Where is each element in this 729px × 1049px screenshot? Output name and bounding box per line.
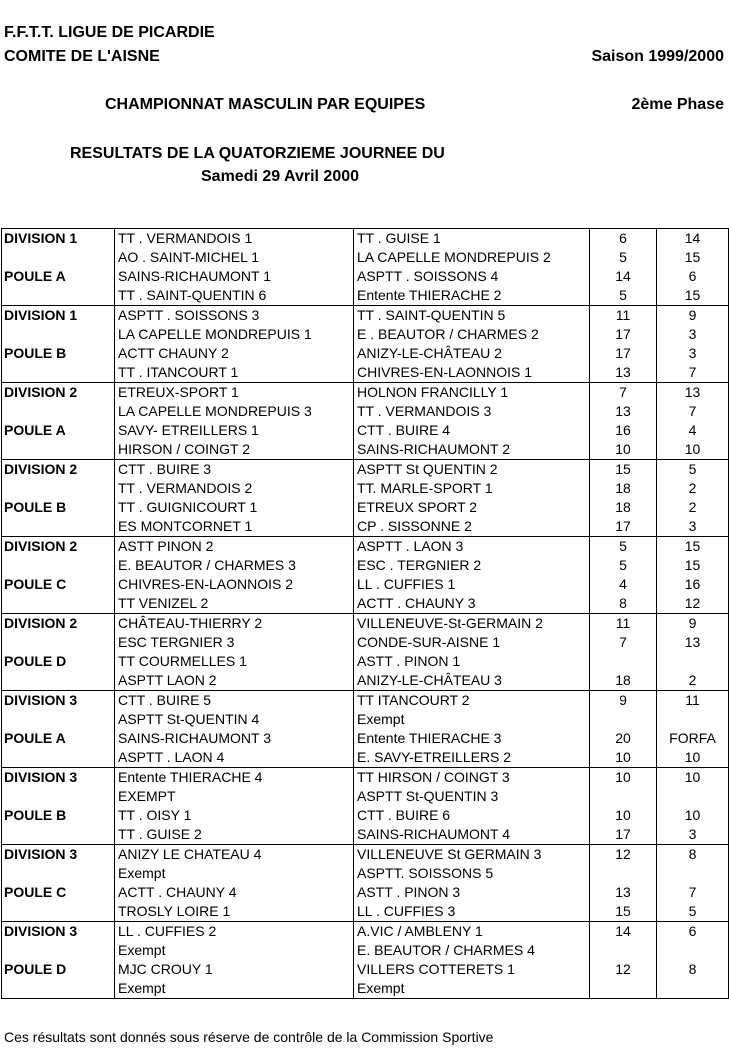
home-team: Entente THIERACHE 4: [115, 768, 354, 788]
home-score: 14: [590, 922, 657, 942]
home-team: CTT . BUIRE 5: [115, 691, 354, 711]
table-row: [2, 306, 729, 326]
away-score: 3: [657, 325, 729, 344]
away-score: 15: [657, 537, 729, 557]
results-date: Samedi 29 Avril 2000: [201, 168, 360, 185]
home-score: 13: [590, 363, 657, 383]
away-team: SAINS-RICHAUMONT 4: [354, 825, 590, 845]
table-row: [2, 460, 729, 480]
home-score: 5: [590, 556, 657, 575]
table-row: [2, 229, 729, 249]
home-team: LL . CUFFIES 2: [115, 922, 354, 942]
home-score: 17: [590, 517, 657, 537]
poule-label: POULE B: [2, 806, 115, 825]
home-team: TT . GUIGNICOURT 1: [115, 498, 354, 517]
group-label-cell: [2, 825, 115, 845]
table-row: [2, 421, 729, 440]
away-score: 8: [657, 960, 729, 979]
away-score: 9: [657, 614, 729, 634]
away-team: ASTT . PINON 3: [354, 883, 590, 902]
away-score: 2: [657, 479, 729, 498]
home-team: HIRSON / COINGT 2: [115, 440, 354, 460]
results-title: RESULTATS DE LA QUATORZIEME JOURNEE DU: [70, 145, 445, 162]
away-team: SAINS-RICHAUMONT 2: [354, 440, 590, 460]
table-row: [2, 825, 729, 845]
away-score: 16: [657, 575, 729, 594]
table-row: [2, 383, 729, 403]
home-team: CHIVRES-EN-LAONNOIS 2: [115, 575, 354, 594]
group-label-cell: [2, 864, 115, 883]
group-label-cell: [2, 671, 115, 691]
home-score: 7: [590, 633, 657, 652]
away-team: CP . SISSONNE 2: [354, 517, 590, 537]
poule-label: POULE B: [2, 498, 115, 517]
table-row: [2, 248, 729, 267]
table-row: [2, 768, 729, 788]
away-score: 2: [657, 498, 729, 517]
home-score: 18: [590, 671, 657, 691]
home-score: 6: [590, 229, 657, 249]
poule-label: POULE A: [2, 267, 115, 286]
away-score: 7: [657, 402, 729, 421]
away-score: 5: [657, 902, 729, 922]
table-row: [2, 479, 729, 498]
home-team: SAVY- ETREILLERS 1: [115, 421, 354, 440]
table-row: [2, 902, 729, 922]
away-team: Exempt: [354, 979, 590, 999]
season-label: Saison 1999/2000: [591, 48, 724, 65]
home-score: 5: [590, 248, 657, 267]
away-team: ACTT . CHAUNY 3: [354, 594, 590, 614]
table-row: [2, 537, 729, 557]
away-team: ASPTT . LAON 3: [354, 537, 590, 557]
committee-name: COMITE DE L'AISNE: [4, 48, 160, 65]
away-score: 2: [657, 671, 729, 691]
home-score: [590, 979, 657, 999]
table-row: [2, 883, 729, 902]
home-score: 10: [590, 768, 657, 788]
home-team: TROSLY LOIRE 1: [115, 902, 354, 922]
poule-label: POULE B: [2, 344, 115, 363]
away-score: 8: [657, 845, 729, 865]
away-team: Exempt: [354, 710, 590, 729]
home-team: EXEMPT: [115, 787, 354, 806]
home-score: 20: [590, 729, 657, 748]
poule-label: POULE A: [2, 421, 115, 440]
table-row: [2, 922, 729, 942]
away-score: 13: [657, 383, 729, 403]
division-label: DIVISION 2: [2, 460, 115, 480]
table-row: [2, 787, 729, 806]
home-score: 10: [590, 440, 657, 460]
home-score: 12: [590, 845, 657, 865]
home-team: ASPTT . LAON 4: [115, 748, 354, 768]
division-label: DIVISION 3: [2, 768, 115, 788]
home-score: 13: [590, 402, 657, 421]
home-team: MJC CROUY 1: [115, 960, 354, 979]
table-row: [2, 671, 729, 691]
group-label-cell: [2, 979, 115, 999]
away-team: E. BEAUTOR / CHARMES 4: [354, 941, 590, 960]
division-label: DIVISION 1: [2, 229, 115, 249]
away-score: [657, 787, 729, 806]
away-team: LA CAPELLE MONDREPUIS 2: [354, 248, 590, 267]
home-team: ES MONTCORNET 1: [115, 517, 354, 537]
away-score: 4: [657, 421, 729, 440]
home-score: 13: [590, 883, 657, 902]
championship-title: CHAMPIONNAT MASCULIN PAR EQUIPES: [105, 96, 426, 113]
away-score: 7: [657, 883, 729, 902]
away-team: VILLERS COTTERETS 1: [354, 960, 590, 979]
table-row: [2, 710, 729, 729]
home-score: 10: [590, 748, 657, 768]
table-row: [2, 325, 729, 344]
home-team: ETREUX-SPORT 1: [115, 383, 354, 403]
away-score: 3: [657, 517, 729, 537]
table-row: [2, 960, 729, 979]
home-team: ESC TERGNIER 3: [115, 633, 354, 652]
away-team: ASPTT St-QUENTIN 3: [354, 787, 590, 806]
home-team: ASPTT . SOISSONS 3: [115, 306, 354, 326]
poule-label: POULE D: [2, 960, 115, 979]
home-score: 15: [590, 460, 657, 480]
away-team: ASPTT. SOISSONS 5: [354, 864, 590, 883]
group-label-cell: [2, 633, 115, 652]
away-score: 12: [657, 594, 729, 614]
away-team: CTT . BUIRE 4: [354, 421, 590, 440]
table-row: [2, 845, 729, 865]
home-score: 12: [590, 960, 657, 979]
away-team: E. SAVY-ETREILLERS 2: [354, 748, 590, 768]
home-team: TT . OISY 1: [115, 806, 354, 825]
table-row: [2, 440, 729, 460]
table-row: [2, 594, 729, 614]
group-label-cell: [2, 902, 115, 922]
away-score: 3: [657, 344, 729, 363]
home-score: 5: [590, 537, 657, 557]
table-row: [2, 864, 729, 883]
table-row: [2, 344, 729, 363]
table-row: [2, 498, 729, 517]
group-label-cell: [2, 286, 115, 306]
results-table: [1, 228, 729, 999]
home-team: SAINS-RICHAUMONT 3: [115, 729, 354, 748]
away-score: 15: [657, 556, 729, 575]
table-row: [2, 729, 729, 748]
home-score: [590, 710, 657, 729]
table-row: [2, 575, 729, 594]
home-team: CHÂTEAU-THIERRY 2: [115, 614, 354, 634]
away-team: TT ITANCOURT 2: [354, 691, 590, 711]
home-team: TT . GUISE 2: [115, 825, 354, 845]
away-team: CTT . BUIRE 6: [354, 806, 590, 825]
home-team: CTT . BUIRE 3: [115, 460, 354, 480]
away-team: TT HIRSON / COINGT 3: [354, 768, 590, 788]
away-score: 11: [657, 691, 729, 711]
away-score: 10: [657, 748, 729, 768]
away-score: 13: [657, 633, 729, 652]
table-row: [2, 556, 729, 575]
away-team: LL . CUFFIES 3: [354, 902, 590, 922]
table-row: [2, 517, 729, 537]
table-row: [2, 286, 729, 306]
group-label-cell: [2, 710, 115, 729]
away-score: 15: [657, 286, 729, 306]
home-score: 14: [590, 267, 657, 286]
home-score: [590, 864, 657, 883]
away-team: TT . GUISE 1: [354, 229, 590, 249]
away-score: 10: [657, 806, 729, 825]
home-score: 15: [590, 902, 657, 922]
home-team: ASPTT LAON 2: [115, 671, 354, 691]
home-score: 18: [590, 498, 657, 517]
away-score: 9: [657, 306, 729, 326]
away-team: VILLENEUVE-St-GERMAIN 2: [354, 614, 590, 634]
home-team: TT COURMELLES 1: [115, 652, 354, 671]
group-label-cell: [2, 517, 115, 537]
away-score: 3: [657, 825, 729, 845]
away-team: E . BEAUTOR / CHARMES 2: [354, 325, 590, 344]
away-team: HOLNON FRANCILLY 1: [354, 383, 590, 403]
home-team: Exempt: [115, 941, 354, 960]
group-label-cell: [2, 941, 115, 960]
home-team: LA CAPELLE MONDREPUIS 1: [115, 325, 354, 344]
results-body: [2, 229, 729, 999]
home-team: TT . ITANCOURT 1: [115, 363, 354, 383]
away-score: 7: [657, 363, 729, 383]
home-team: TT . VERMANDOIS 2: [115, 479, 354, 498]
group-label-cell: [2, 787, 115, 806]
division-label: DIVISION 2: [2, 383, 115, 403]
away-score: [657, 979, 729, 999]
away-team: Entente THIERACHE 2: [354, 286, 590, 306]
home-score: 10: [590, 806, 657, 825]
away-score: FORFA: [657, 729, 729, 748]
table-row: [2, 402, 729, 421]
away-team: VILLENEUVE St GERMAIN 3: [354, 845, 590, 865]
group-label-cell: [2, 440, 115, 460]
group-label-cell: [2, 748, 115, 768]
away-score: [657, 652, 729, 671]
home-score: 11: [590, 614, 657, 634]
away-score: [657, 710, 729, 729]
league-name: F.F.T.T. LIGUE DE PICARDIE: [4, 24, 215, 41]
poule-label: POULE D: [2, 652, 115, 671]
away-team: CONDE-SUR-AISNE 1: [354, 633, 590, 652]
away-team: ANIZY-LE-CHÂTEAU 2: [354, 344, 590, 363]
group-label-cell: [2, 556, 115, 575]
away-team: ESC . TERGNIER 2: [354, 556, 590, 575]
home-team: ACTT . CHAUNY 4: [115, 883, 354, 902]
division-label: DIVISION 3: [2, 691, 115, 711]
home-team: LA CAPELLE MONDREPUIS 3: [115, 402, 354, 421]
group-label-cell: [2, 325, 115, 344]
away-score: 6: [657, 267, 729, 286]
away-team: CHIVRES-EN-LAONNOIS 1: [354, 363, 590, 383]
away-score: 6: [657, 922, 729, 942]
table-row: [2, 633, 729, 652]
home-team: ASTT PINON 2: [115, 537, 354, 557]
home-team: AO . SAINT-MICHEL 1: [115, 248, 354, 267]
division-label: DIVISION 3: [2, 922, 115, 942]
table-row: [2, 652, 729, 671]
home-score: 17: [590, 825, 657, 845]
group-label-cell: [2, 594, 115, 614]
poule-label: POULE C: [2, 883, 115, 902]
away-team: ASPTT . SOISSONS 4: [354, 267, 590, 286]
home-team: TT . SAINT-QUENTIN 6: [115, 286, 354, 306]
poule-label: POULE A: [2, 729, 115, 748]
home-team: ACTT CHAUNY 2: [115, 344, 354, 363]
home-score: [590, 941, 657, 960]
table-row: [2, 806, 729, 825]
home-score: [590, 652, 657, 671]
table-row: [2, 941, 729, 960]
away-team: ANIZY-LE-CHÂTEAU 3: [354, 671, 590, 691]
division-label: DIVISION 2: [2, 537, 115, 557]
home-score: 9: [590, 691, 657, 711]
home-team: Exempt: [115, 979, 354, 999]
home-score: 8: [590, 594, 657, 614]
home-team: Exempt: [115, 864, 354, 883]
away-score: [657, 941, 729, 960]
phase-label: 2ème Phase: [631, 96, 724, 113]
home-score: 16: [590, 421, 657, 440]
table-row: [2, 363, 729, 383]
away-team: LL . CUFFIES 1: [354, 575, 590, 594]
home-score: 5: [590, 286, 657, 306]
home-score: 4: [590, 575, 657, 594]
home-score: [590, 787, 657, 806]
home-score: 18: [590, 479, 657, 498]
group-label-cell: [2, 479, 115, 498]
away-team: TT . SAINT-QUENTIN 5: [354, 306, 590, 326]
division-label: DIVISION 2: [2, 614, 115, 634]
away-score: 15: [657, 248, 729, 267]
away-score: [657, 864, 729, 883]
home-team: SAINS-RICHAUMONT 1: [115, 267, 354, 286]
away-team: ETREUX SPORT 2: [354, 498, 590, 517]
table-row: [2, 614, 729, 634]
home-score: 7: [590, 383, 657, 403]
home-team: E. BEAUTOR / CHARMES 3: [115, 556, 354, 575]
table-row: [2, 267, 729, 286]
division-label: DIVISION 3: [2, 845, 115, 865]
away-team: Entente THIERACHE 3: [354, 729, 590, 748]
away-team: TT. MARLE-SPORT 1: [354, 479, 590, 498]
away-score: 10: [657, 768, 729, 788]
division-label: DIVISION 1: [2, 306, 115, 326]
group-label-cell: [2, 248, 115, 267]
away-score: 5: [657, 460, 729, 480]
table-row: [2, 979, 729, 999]
home-score: 17: [590, 325, 657, 344]
table-row: [2, 748, 729, 768]
poule-label: POULE C: [2, 575, 115, 594]
footer-note: Ces résultats sont donnés sous réserve de contrôle de la Commission Sportive: [4, 1029, 494, 1045]
home-score: 17: [590, 344, 657, 363]
away-team: ASPTT St QUENTIN 2: [354, 460, 590, 480]
home-team: ASPTT St-QUENTIN 4: [115, 710, 354, 729]
away-score: 14: [657, 229, 729, 249]
home-score: 11: [590, 306, 657, 326]
home-team: ANIZY LE CHATEAU 4: [115, 845, 354, 865]
home-team: TT . VERMANDOIS 1: [115, 229, 354, 249]
away-score: 10: [657, 440, 729, 460]
away-team: ASTT . PINON 1: [354, 652, 590, 671]
table-row: [2, 691, 729, 711]
group-label-cell: [2, 402, 115, 421]
group-label-cell: [2, 363, 115, 383]
home-team: TT VENIZEL 2: [115, 594, 354, 614]
away-team: TT . VERMANDOIS 3: [354, 402, 590, 421]
away-team: A.VIC / AMBLENY 1: [354, 922, 590, 942]
